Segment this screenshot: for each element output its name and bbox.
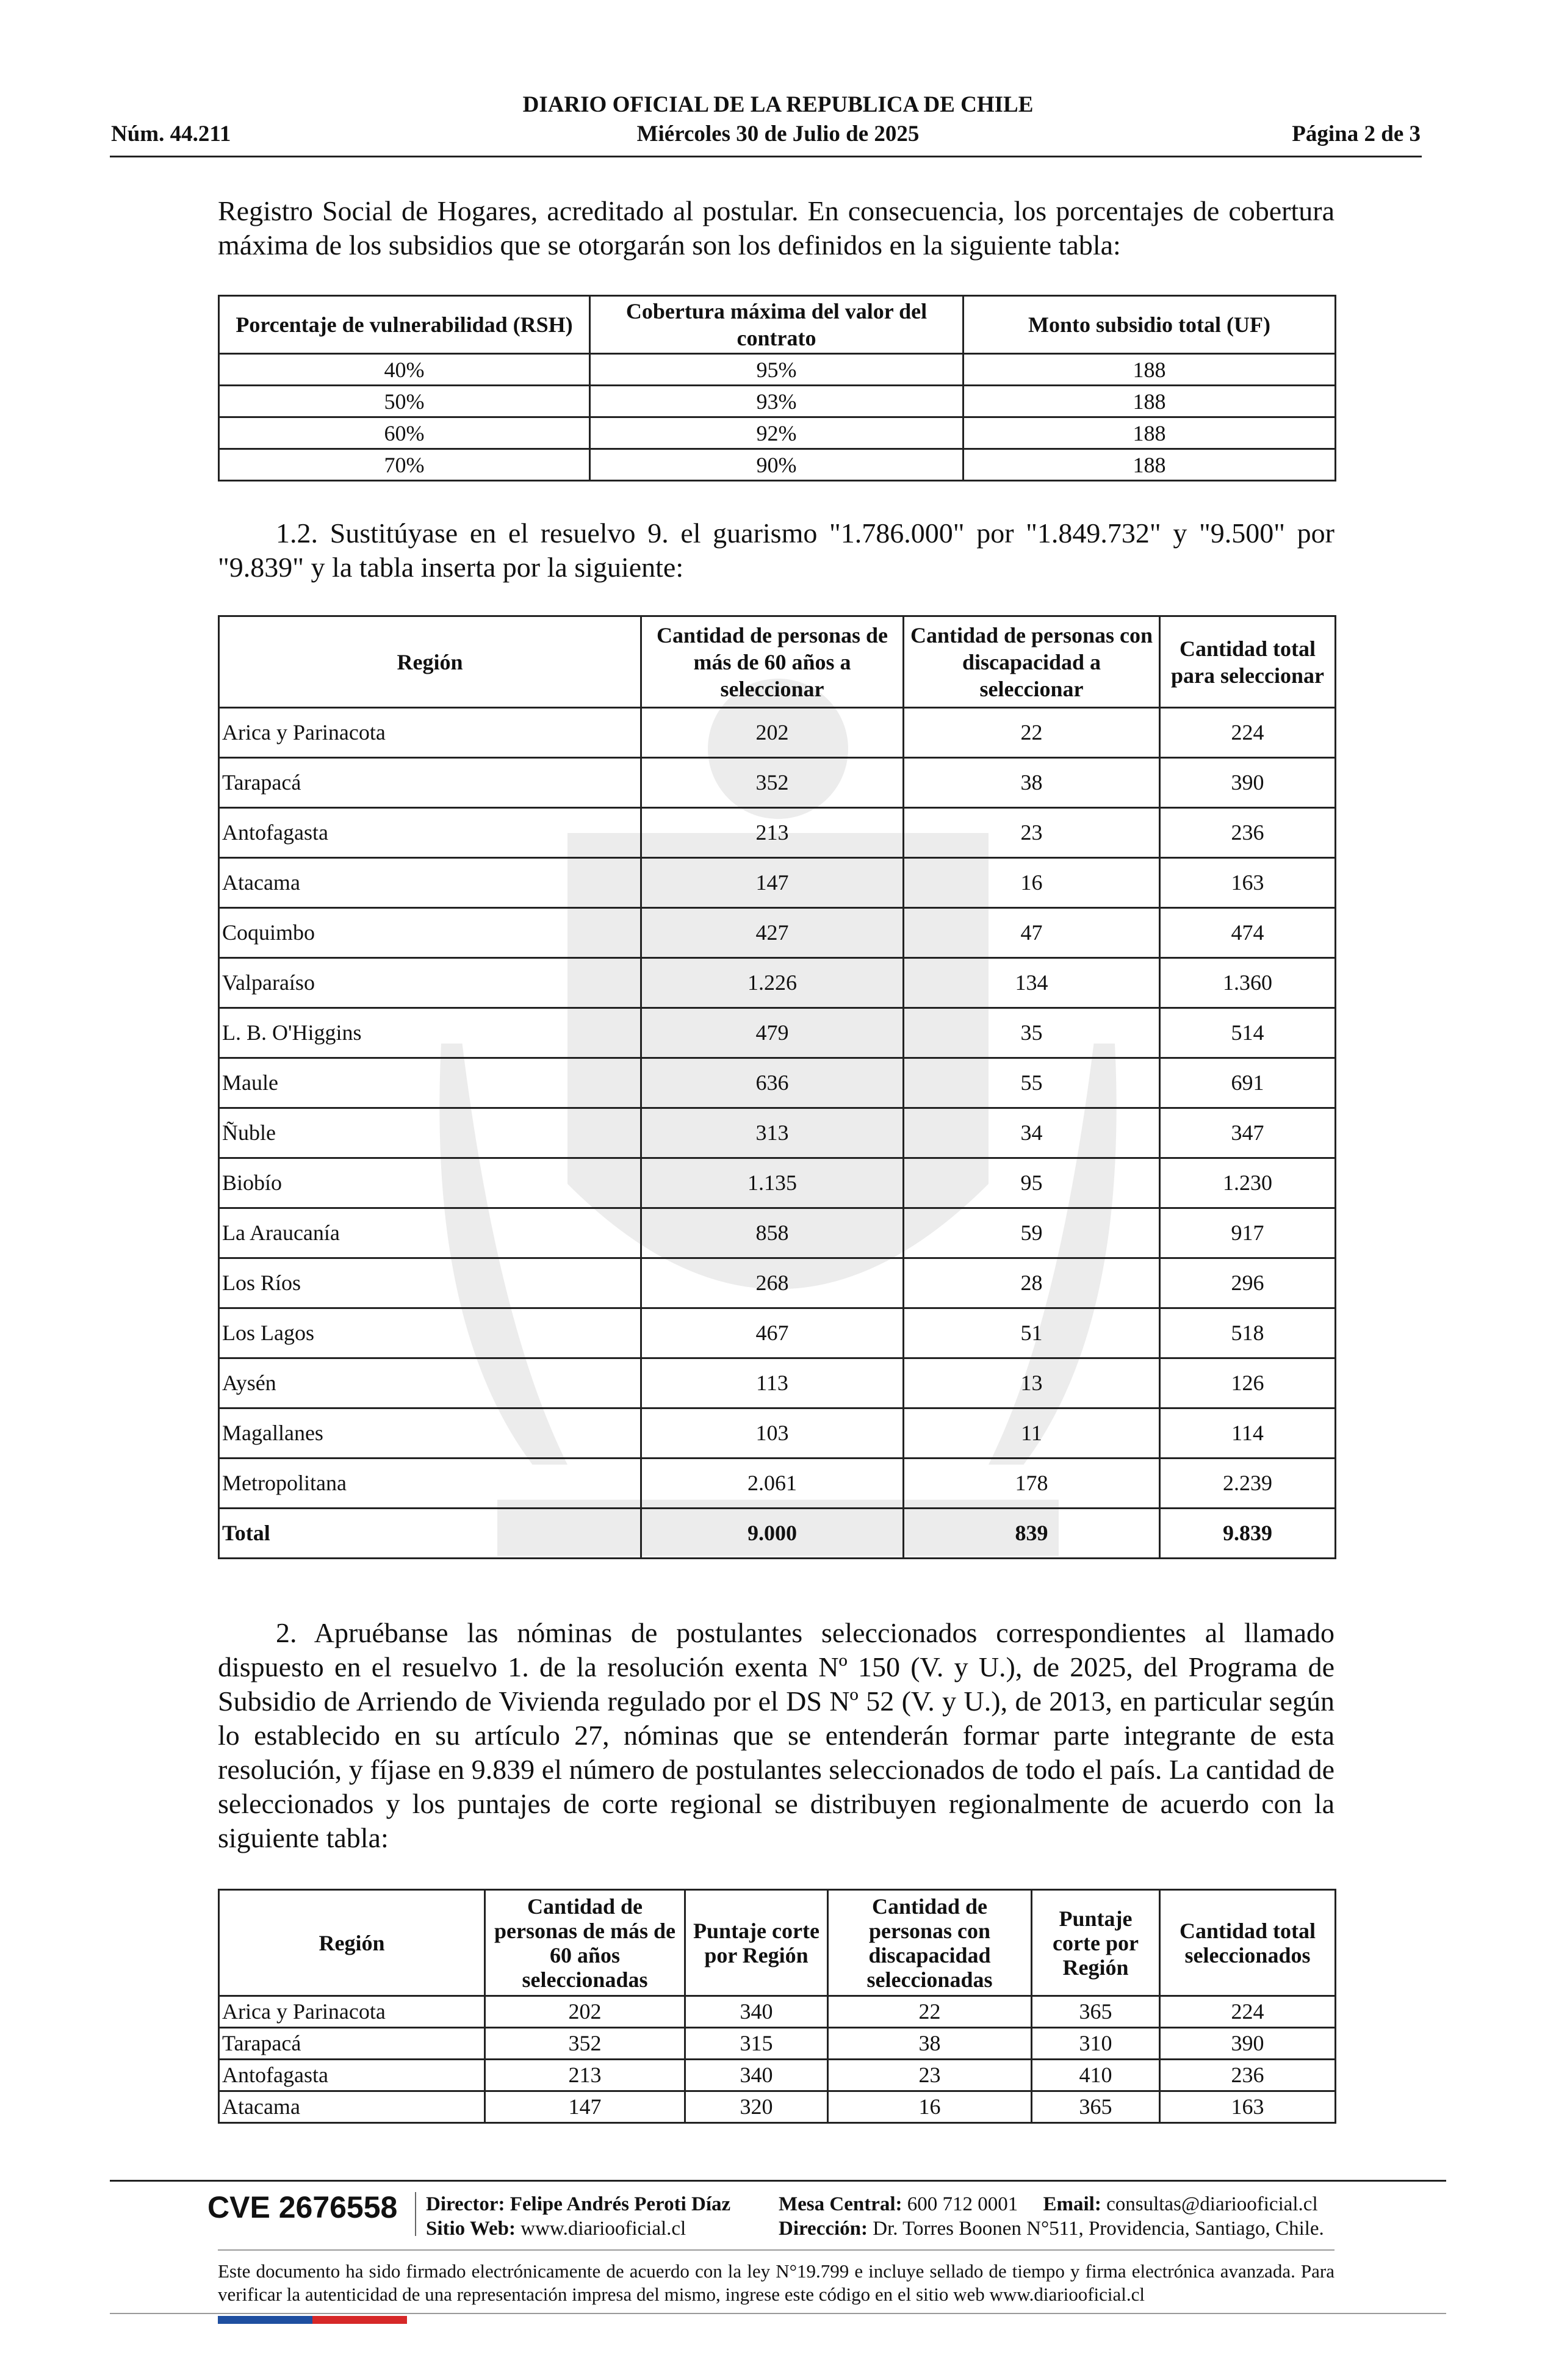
table-cell: 23 — [828, 2060, 1032, 2091]
region-cell: Ñuble — [219, 1108, 641, 1158]
cve-code: CVE 2676558 — [207, 2190, 398, 2224]
region-cell: Maule — [219, 1058, 641, 1108]
table-cell: 296 — [1160, 1258, 1336, 1308]
table-cell: 92% — [590, 417, 963, 449]
table-cell: 147 — [485, 2091, 685, 2123]
footer-divider — [110, 2180, 1446, 2182]
table-cell: 60% — [219, 417, 590, 449]
table-row — [219, 1308, 1336, 1358]
region-cell: Coquimbo — [219, 908, 641, 958]
table-cell: 2.061 — [641, 1459, 904, 1509]
table-cell: 93% — [590, 386, 963, 417]
table-cell: 70% — [219, 449, 590, 481]
table-row — [219, 386, 1336, 417]
table-cell: 340 — [685, 1996, 828, 2028]
page-indicator: Página 2 de 3 — [1292, 121, 1421, 146]
table-cell: 1.230 — [1160, 1158, 1336, 1208]
site-label: Sitio Web: — [426, 2218, 516, 2240]
selected-applicants-body — [219, 1996, 1336, 2123]
coverage-table — [218, 295, 1336, 481]
table-header-cell: Cobertura máxima del valor del contrato — [590, 296, 963, 354]
region-cell: Tarapacá — [219, 2028, 485, 2060]
table-row — [219, 758, 1336, 808]
table-cell: 38 — [904, 758, 1160, 808]
table-row — [219, 1158, 1336, 1208]
table-row — [219, 2028, 1336, 2060]
table-row — [219, 2060, 1336, 2091]
table-cell: 213 — [485, 2060, 685, 2091]
total-row — [219, 1509, 1336, 1559]
table-cell: 691 — [1160, 1058, 1336, 1108]
table-cell: 134 — [904, 958, 1160, 1008]
region-cell: Metropolitana — [219, 1459, 641, 1509]
table-row — [219, 2091, 1336, 2123]
table-cell: 202 — [485, 1996, 685, 2028]
table-cell: 22 — [904, 708, 1160, 758]
table-cell: 340 — [685, 2060, 828, 2091]
region-quota-table — [218, 615, 1336, 1559]
email-link[interactable]: consultas@diariooficial.cl — [1106, 2193, 1318, 2215]
table-header-cell: Región — [219, 1890, 485, 1996]
table-cell: 315 — [685, 2028, 828, 2060]
table-cell: 347 — [1160, 1108, 1336, 1158]
table-row — [219, 1108, 1336, 1158]
table-header-cell: Puntaje corte por Región — [685, 1890, 828, 1996]
table-header-cell: Porcentaje de vulnerabilidad (RSH) — [219, 296, 590, 354]
region-cell: Arica y Parinacota — [219, 1996, 485, 2028]
table-cell: 917 — [1160, 1208, 1336, 1258]
table-row — [219, 1996, 1336, 2028]
footer-separator — [415, 2192, 416, 2236]
flag-stripe-red — [312, 2316, 407, 2324]
table-cell: 224 — [1160, 1996, 1336, 2028]
region-cell: Antofagasta — [219, 2060, 485, 2091]
table-cell: 11 — [904, 1408, 1160, 1459]
mesa-label: Mesa Central: — [779, 2193, 902, 2215]
table-cell: 474 — [1160, 908, 1336, 958]
table-cell: 188 — [963, 449, 1336, 481]
region-cell: Arica y Parinacota — [219, 708, 641, 758]
region-cell: Atacama — [219, 858, 641, 908]
table-cell: 16 — [828, 2091, 1032, 2123]
region-quota-body — [219, 708, 1336, 1509]
table-row — [219, 1058, 1336, 1108]
region-cell: Atacama — [219, 2091, 485, 2123]
mesa-phone: 600 712 0001 — [907, 2193, 1018, 2215]
table-cell: 147 — [641, 858, 904, 908]
table-cell: 518 — [1160, 1308, 1336, 1358]
director-label: Director: — [426, 2193, 505, 2215]
table-row — [219, 858, 1336, 908]
footer-director-block — [426, 2192, 730, 2241]
paragraph-3: 2. Apruébanse las nóminas de postulantes seleccionados correspondientes al llamado dispuesto en el resuelvo 1. de la resolución exenta Nº 150 (V. y U.), de 2025, del Programa de Subsidio de Arriendo de Vivienda regulado por el DS Nº 52 (V. y U.), de 2013, en particular según lo establecido en su artículo 27, nóminas que se entenderán formar parte integrante de esta resolución, y fíjase en 9.839 el número de postulantes seleccionados de todo el país. La cantidad de seleccionados y los puntajes de corte regional se distribuyen regionalmente de acuerdo con la siguiente tabla: — [218, 1617, 1334, 1853]
region-cell: Valparaíso — [219, 958, 641, 1008]
address-label: Dirección: — [779, 2218, 868, 2240]
table-cell: 236 — [1160, 2060, 1336, 2091]
table-header-cell: Puntaje corte por Región — [1032, 1890, 1160, 1996]
table-row — [219, 417, 1336, 449]
table-header-cell: Monto subsidio total (UF) — [963, 296, 1336, 354]
table-row — [219, 1408, 1336, 1459]
table-cell: 320 — [685, 2091, 828, 2123]
region-cell: Magallanes — [219, 1408, 641, 1459]
table-cell: 839 — [904, 1509, 1160, 1559]
region-cell: Aysén — [219, 1358, 641, 1408]
region-cell: Biobío — [219, 1158, 641, 1208]
table-header-row — [219, 1890, 1336, 1996]
table-cell: 213 — [641, 808, 904, 858]
flag-stripe-blue — [218, 2316, 312, 2324]
table-cell: 236 — [1160, 808, 1336, 858]
issue-date: Miércoles 30 de Julio de 2025 — [636, 121, 920, 146]
table-cell: 90% — [590, 449, 963, 481]
table-header-cell: Región — [219, 616, 641, 708]
table-cell: Total — [219, 1509, 641, 1559]
table-row — [219, 1258, 1336, 1308]
region-cell: L. B. O'Higgins — [219, 1008, 641, 1058]
table-cell: 390 — [1160, 2028, 1336, 2060]
table-row — [219, 354, 1336, 386]
table-cell: 103 — [641, 1408, 904, 1459]
table-header-cell: Cantidad de personas con discapacidad a seleccionar — [904, 616, 1160, 708]
table-cell: 16 — [904, 858, 1160, 908]
table-cell: 427 — [641, 908, 904, 958]
table-header-cell: Cantidad total seleccionados — [1160, 1890, 1336, 1996]
table-cell: 55 — [904, 1058, 1160, 1108]
table-cell: 178 — [904, 1459, 1160, 1509]
site-link[interactable]: www.diariooficial.cl — [520, 2218, 686, 2240]
newspaper-title: DIARIO OFICIAL DE LA REPUBLICA DE CHILE — [522, 92, 1034, 117]
table-cell: 35 — [904, 1008, 1160, 1058]
table-cell: 95% — [590, 354, 963, 386]
footer-bottom-divider — [110, 2313, 1446, 2314]
director-name: Felipe Andrés Peroti Díaz — [510, 2193, 731, 2215]
signature-note: Este documento ha sido firmado electrónicamente de acuerdo con la ley N°19.799 e incluye sellado de tiempo y firma electrónica avanzada. Para verificar la autenticidad de una representación impresa del mismo, ingrese este código en el sitio web www.diariooficial.cl — [218, 2260, 1334, 2305]
selected-applicants-table — [218, 1889, 1336, 2124]
table-cell: 163 — [1160, 858, 1336, 908]
footer-inner-divider — [218, 2249, 1334, 2251]
table-cell: 479 — [641, 1008, 904, 1058]
table-cell: 51 — [904, 1308, 1160, 1358]
table-row — [219, 1358, 1336, 1408]
table-row — [219, 958, 1336, 1008]
table-cell: 1.135 — [641, 1158, 904, 1208]
table-cell: 1.360 — [1160, 958, 1336, 1008]
table-cell: 352 — [485, 2028, 685, 2060]
address-text: Dr. Torres Boonen N°511, Providencia, Santiago, Chile. — [873, 2218, 1324, 2240]
table-header-cell: Cantidad de personas con discapacidad seleccionadas — [828, 1890, 1032, 1996]
table-cell: 224 — [1160, 708, 1336, 758]
table-cell: 390 — [1160, 758, 1336, 808]
table-cell: 188 — [963, 386, 1336, 417]
table-header-row — [219, 296, 1336, 354]
table-cell: 365 — [1032, 2091, 1160, 2123]
table-cell: 114 — [1160, 1408, 1336, 1459]
region-cell: Los Lagos — [219, 1308, 641, 1358]
table-cell: 95 — [904, 1158, 1160, 1208]
table-cell: 188 — [963, 417, 1336, 449]
table-header-row — [219, 616, 1336, 708]
table-cell: 1.226 — [641, 958, 904, 1008]
region-cell: Los Ríos — [219, 1258, 641, 1308]
table-cell: 28 — [904, 1258, 1160, 1308]
table-row — [219, 449, 1336, 481]
table-row — [219, 1008, 1336, 1058]
table-row — [219, 1459, 1336, 1509]
table-header-cell: Cantidad de personas de más de 60 años a seleccionar — [641, 616, 904, 708]
table-cell: 858 — [641, 1208, 904, 1258]
issue-number: Núm. 44.211 — [111, 121, 231, 146]
table-cell: 40% — [219, 354, 590, 386]
header-divider — [110, 156, 1422, 157]
table-cell: 410 — [1032, 2060, 1160, 2091]
table-row — [219, 808, 1336, 858]
table-cell: 50% — [219, 386, 590, 417]
paragraph-2: 1.2. Sustitúyase en el resuelvo 9. el guarismo "1.786.000" por "1.849.732" y "9.500" por "9.839" y la tabla inserta por la siguiente: — [218, 517, 1334, 583]
email-label: Email: — [1043, 2193, 1101, 2215]
table-cell: 126 — [1160, 1358, 1336, 1408]
region-cell: Tarapacá — [219, 758, 641, 808]
table-cell: 59 — [904, 1208, 1160, 1258]
paragraph-1: Registro Social de Hogares, acreditado al postular. En consecuencia, los porcentajes de cobertura máxima de los subsidios que se otorgarán son los definidos en la siguiente tabla: — [218, 195, 1334, 261]
table-row — [219, 1208, 1336, 1258]
table-cell: 636 — [641, 1058, 904, 1108]
table-row — [219, 708, 1336, 758]
table-cell: 34 — [904, 1108, 1160, 1158]
table-cell: 2.239 — [1160, 1459, 1336, 1509]
table-cell: 313 — [641, 1108, 904, 1158]
table-cell: 467 — [641, 1308, 904, 1358]
region-cell: La Araucanía — [219, 1208, 641, 1258]
table-cell: 365 — [1032, 1996, 1160, 2028]
table-header-cell: Cantidad total para seleccionar — [1160, 616, 1336, 708]
table-cell: 47 — [904, 908, 1160, 958]
region-cell: Antofagasta — [219, 808, 641, 858]
table-cell: 514 — [1160, 1008, 1336, 1058]
table-cell: 22 — [828, 1996, 1032, 2028]
table-row — [219, 908, 1336, 958]
table-cell: 202 — [641, 708, 904, 758]
table-header-cell: Cantidad de personas de más de 60 años seleccionadas — [485, 1890, 685, 1996]
table-cell: 163 — [1160, 2091, 1336, 2123]
table-cell: 9.000 — [641, 1509, 904, 1559]
table-cell: 38 — [828, 2028, 1032, 2060]
table-cell: 352 — [641, 758, 904, 808]
table-cell: 13 — [904, 1358, 1160, 1408]
table-cell: 188 — [963, 354, 1336, 386]
table-cell: 113 — [641, 1358, 904, 1408]
table-cell: 23 — [904, 808, 1160, 858]
table-cell: 9.839 — [1160, 1509, 1336, 1559]
footer-contact-block — [779, 2192, 1324, 2241]
table-cell: 310 — [1032, 2028, 1160, 2060]
table-cell: 268 — [641, 1258, 904, 1308]
